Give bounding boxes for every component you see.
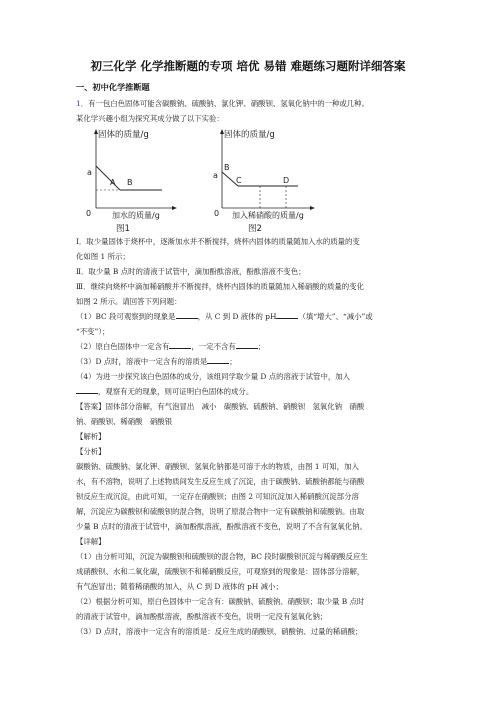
detail-line: 成硝酸钡、水和二氧化碳，硫酸钡不和稀硝酸反应，可观察到的现象是：固体部分溶解， bbox=[76, 567, 365, 576]
detail-label: 【详解】 bbox=[76, 537, 106, 546]
fenxi-label: 【分析】 bbox=[76, 447, 106, 456]
question-intro-line2: 某化学兴趣小组为探究其成分做了以下实验： bbox=[76, 114, 224, 123]
subquestion-1-line2: “不变”）； bbox=[76, 327, 110, 336]
figure-1 bbox=[80, 128, 180, 232]
fig1-label-a: a bbox=[87, 168, 92, 177]
fig2-xlabel: 加入稀硝酸的质量/g bbox=[232, 211, 304, 220]
jiexi-label: 【解析】 bbox=[76, 432, 106, 441]
answer-blank[interactable] bbox=[176, 310, 198, 319]
answer-line1: 【答案】固体部分溶解，有气泡冒出 减小 碳酸钠、硫酸钠、硝酸钡 氢氧化钠 硝酸 bbox=[76, 402, 365, 411]
fig2-origin: 0 bbox=[214, 209, 220, 218]
detail-line: 的清液于试管中，滴加酚酞溶液，酚酞溶液不变色，说明一定没有氢氧化钠； bbox=[76, 612, 328, 621]
step3-line1: Ⅲ．继续向烧杯中滴加稀硝酸并不断搅拌，烧杯内固体的质量随加入稀硝酸的质量的变化 bbox=[76, 282, 364, 291]
answer-blank[interactable] bbox=[76, 385, 98, 394]
question-number: 1． bbox=[76, 99, 89, 108]
answer-blank[interactable] bbox=[276, 310, 298, 319]
analysis-line: 少量 B 点时的清液于试管中，滴加酚酞溶液，酚酞溶液不变色，说明了不含有氢氧化钠。 bbox=[76, 522, 367, 531]
step3-line2: 如图 2 所示。请回答下列问题： bbox=[76, 297, 182, 306]
fig1-caption: 图1 bbox=[116, 224, 130, 232]
answer-blank[interactable] bbox=[169, 340, 191, 349]
fig1-label-B: B bbox=[127, 178, 133, 187]
subquestion-2: （2）原白色固体中一定含有 ，一定不含有 ； bbox=[76, 342, 266, 351]
fig2-label-C: C bbox=[236, 176, 242, 185]
fig2-label-B: B bbox=[224, 163, 230, 172]
fig2-label-D: D bbox=[283, 176, 290, 185]
figure-2 bbox=[208, 128, 318, 232]
step2-line: Ⅱ．取少量 B 点时的清液于试管中，滴加酚酞溶液，酚酞溶液不变色； bbox=[76, 267, 306, 276]
fig2-caption: 图2 bbox=[248, 224, 262, 232]
document-title: 初三化学 化学推断题的专项 培优 易错 难题练习题附详细答案 bbox=[90, 59, 406, 73]
step1-line1: Ⅰ．取少量固体于烧杯中，逐渐加水并不断搅拌，烧杯内固体的质量随加入水的质量的变 bbox=[76, 237, 360, 246]
detail-line: （2）根据分析可知，原白色固体中一定含有：碳酸钠、硫酸钠、硝酸钡；取少量 B 点时 bbox=[76, 597, 365, 606]
detail-line: 有气泡冒出；随着稀硝酸的加入，从 C 到 D 液体的 pH 减小； bbox=[76, 582, 283, 591]
fig1-xlabel: 加水的质量/g bbox=[112, 211, 160, 220]
subquestion-4-line1: （4）为进一步探究该白色固体的成分，该组同学取少量 D 点的溶液于试管中，加入 bbox=[76, 372, 351, 381]
analysis-line: 钡反应生成沉淀，由此可知，一定存在硝酸钡；由图 2 可知沉淀加入稀硝酸沉淀部分溶 bbox=[76, 492, 359, 501]
section-heading: 一、初中化学推断题 bbox=[76, 82, 150, 92]
fig1-origin: 0 bbox=[86, 209, 92, 218]
answer-blank[interactable] bbox=[207, 355, 229, 364]
fig2-label-a: a bbox=[213, 171, 218, 180]
fig1-ylabel: 固体的质量/g bbox=[98, 130, 149, 140]
subquestion-1: （1）BC 段可观察到的现象是 ，从 C 到 D 液体的 pH （填“增大”、“减小”或 bbox=[76, 312, 373, 321]
step1-line2: 化如图 1 所示； bbox=[76, 252, 130, 261]
analysis-line: 水，有不溶物，说明了上述物质间发生反应生成了沉淀，由于碳酸钠、硫酸钠都能与硝酸 bbox=[76, 477, 365, 486]
analysis-line: 碳酸钠、硫酸钠、氯化钾、硝酸钡、氢氧化钠都是可溶于水的物质，由图 1 可知，加入 bbox=[76, 462, 359, 471]
answer-blank[interactable] bbox=[236, 340, 258, 349]
fig2-ylabel: 固体的质量/g bbox=[224, 130, 275, 140]
analysis-line: 解，沉淀应为碳酸钡和硫酸钡的混合物，说明了原混合物中一定有碳酸钠和硫酸钠。由取 bbox=[76, 507, 365, 516]
detail-line: （1）由分析可知，沉淀为碳酸钡和硫酸钡的混合物，BC 段时碳酸钡沉淀与稀硝酸反应生 bbox=[76, 552, 368, 561]
fig1-label-A: A bbox=[110, 178, 116, 187]
detail-line: （3）D 点时，溶液中一定含有的溶质是：反应生成的硝酸钡、硝酸钠、过量的稀硝酸； bbox=[76, 627, 363, 636]
subquestion-4-line2: ，观察有无的现象，则可证明白色固体的成分。 bbox=[76, 384, 428, 399]
answer-line2: 钠、硝酸钡、稀硝酸 硝酸银 bbox=[76, 417, 173, 426]
subquestion-3: （3）D 点时，溶液中一定含有的溶质是 ； bbox=[76, 357, 237, 366]
question-intro-line1: 1．有一包白色固体可能含碳酸钠、硫酸钠、氯化钾、硝酸钡、氢氧化钠中的一种或几种。 bbox=[76, 99, 369, 108]
